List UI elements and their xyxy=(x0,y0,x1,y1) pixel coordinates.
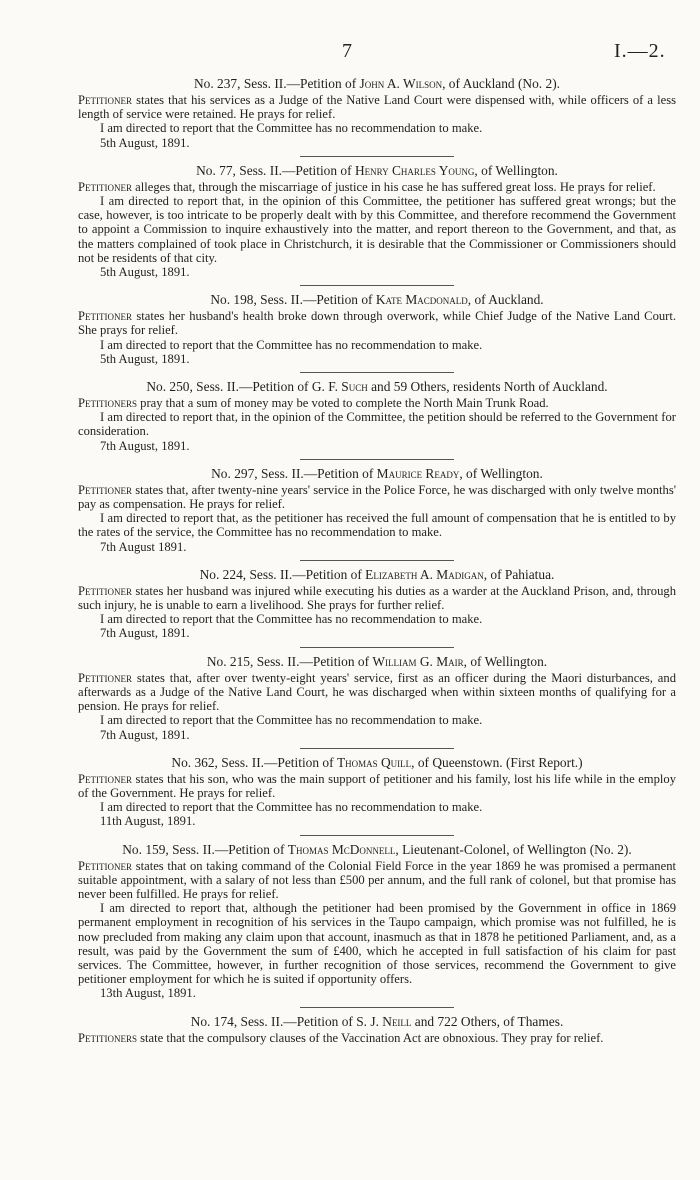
petitions-list xyxy=(78,76,676,1045)
committee-report: I am directed to report that the Committee has no recommendation to make. xyxy=(100,337,483,352)
petitioner-name: Maurice Ready xyxy=(376,465,460,481)
petition-statement: Petitioner states that his son, who was the main support of petitioner and his family, lost his life while in the employ of the Government. He prays for relief. xyxy=(78,771,676,800)
committee-report: I am directed to report that, although the petitioner had been promised by the Government in office in 1869 permanent employment in recognition of his services in the Taupo campaign, which promise was not fulfilled, he is now precluded from making any claim upon that account, inasmuch as that in 1878 he petitioned Parliament, and, as a result, was paid by the Government the sum of £400, which he accepted in full satisfaction of his claim for past services. The Committee, however, in further recognition of those services, recommend the Government to give petitioner employment for which he is suited if opportunity offers. xyxy=(78,901,676,987)
page-number: 7 xyxy=(342,40,352,62)
petition-statement: Petitioners state that the compulsory clauses of the Vaccination Act are obnoxious. They pray for relief. xyxy=(78,1030,604,1045)
document-reference: I.—2. xyxy=(614,40,666,62)
petition-entry xyxy=(78,842,676,1001)
petition-heading: No. 297, Sess. II.—Petition of Maurice Ready, of Wellington. xyxy=(211,465,543,481)
section-divider xyxy=(300,647,454,648)
petition-statement: Petitioners pray that a sum of money may be voted to complete the North Main Trunk Road. xyxy=(78,396,549,411)
petition-entry xyxy=(78,567,676,641)
petition-heading: No. 198, Sess. II.—Petition of Kate Macdonald, of Auckland. xyxy=(210,292,544,308)
petition-entry xyxy=(78,379,676,453)
section-divider xyxy=(300,748,454,749)
report-date: 7th August 1891. xyxy=(100,539,187,554)
section-divider xyxy=(300,156,454,157)
petition-statement: Petitioner states that on taking command of the Colonial Field Force in the year 1869 he was promised a permanent suitable appointment, with a salary of not less than £500 per annum, and the full rank of colonel, but that promise has never been fulfilled. He prays for relief. xyxy=(78,858,676,901)
petitioner-name: Kate Macdonald xyxy=(375,292,468,308)
petition-heading: No. 159, Sess. II.—Petition of Thomas McDonnell, Lieutenant-Colonel, of Wellington (No. 2). xyxy=(122,841,632,857)
petitioner-name: John A. Wilson xyxy=(359,76,443,91)
petition-entry xyxy=(78,466,676,554)
petition-statement: Petitioner states her husband's health broke down through overwork, while Chief Judge of the Native Land Court. She prays for relief. xyxy=(78,309,676,338)
section-divider xyxy=(300,285,454,286)
petitioner-name: G. F. Such xyxy=(311,379,368,395)
section-divider xyxy=(300,372,454,373)
report-date: 13th August, 1891. xyxy=(100,986,196,1001)
section-divider xyxy=(300,1007,454,1008)
petitioner-name: Thomas Quill xyxy=(336,754,412,770)
petition-heading: No. 77, Sess. II.—Petition of Henry Charles Young, of Wellington. xyxy=(196,162,558,178)
section-divider xyxy=(300,835,454,836)
petition-entry xyxy=(78,654,676,742)
petition-statement: Petitioner states that his services as a Judge of the Native Land Court were dispensed with, while officers of a less length of service were retained. He prays for relief. xyxy=(78,93,676,122)
committee-report: I am directed to report that, in the opinion of the Committee, the petition should be referred to the Government for consideration. xyxy=(78,410,676,439)
committee-report: I am directed to report that the Committee has no recommendation to make. xyxy=(100,713,483,728)
petitioner-name: Elizabeth A. Madigan xyxy=(365,566,484,582)
petition-statement: Petitioner states that, after over twenty-eight years' service, first as an officer during the Maori disturbances, and afterwards as a Judge of the Native Land Court, he was discharged when within sixteen months of qualifying for a pension. He prays for relief. xyxy=(78,670,676,714)
petition-entry xyxy=(78,1014,676,1045)
committee-report: I am directed to report that, as the petitioner has received the full amount of compensation that he is entitled to by the rates of the service, the Committee has no recommendation to make. xyxy=(78,511,676,540)
report-date: 7th August, 1891. xyxy=(100,727,190,742)
report-date: 5th August, 1891. xyxy=(100,351,190,366)
petition-statement: Petitioner states her husband was injured while executing his duties as a warder at the Auckland Prison, and, through such injury, he is unable to earn a livelihood. She prays for further relief. xyxy=(78,583,676,613)
petition-heading: No. 362, Sess. II.—Petition of Thomas Quill, of Queenstown. (First Report.) xyxy=(171,754,583,770)
petition-entry xyxy=(78,755,676,829)
petitioner-name: William G. Mair xyxy=(372,653,464,669)
petition-statement: Petitioner states that, after twenty-nine years' service in the Police Force, he was discharged with only twelve months' pay as compensation. He prays for relief. xyxy=(78,482,676,512)
committee-report: I am directed to report that, in the opinion of this Committee, the petitioner has suffered great wrongs; but the case, however, is too intricate to be properly dealt with by this Committee, and therefore recommend the Government to appoint a Commission to inquire exhaustively into the matter, and report thereon to the Government, and that, as the matters complained of took place in Christchurch, it is desirable that the Commissioner or Commissioners should not be residents of that city. xyxy=(78,194,676,265)
committee-report: I am directed to report that the Committee has no recommendation to make. xyxy=(100,612,483,627)
section-divider xyxy=(300,459,454,460)
petitioner-name: Henry Charles Young xyxy=(354,162,475,178)
petitioner-name: S. J. Neill xyxy=(356,1013,412,1029)
report-date: 7th August, 1891. xyxy=(100,626,190,641)
petition-heading: No. 215, Sess. II.—Petition of William G. Mair, of Wellington. xyxy=(206,653,548,669)
report-date: 5th August, 1891. xyxy=(100,135,190,150)
report-date: 11th August, 1891. xyxy=(100,814,196,829)
petition-heading: No. 174, Sess. II.—Petition of S. J. Neill and 722 Others, of Thames. xyxy=(190,1013,564,1029)
section-divider xyxy=(300,560,454,561)
petition-heading: No. 224, Sess. II.—Petition of Elizabeth A. Madigan, of Pahiatua. xyxy=(199,566,555,582)
petition-statement: Petitioner alleges that, through the miscarriage of justice in his case he has suffered great loss. He prays for relief. xyxy=(78,179,656,194)
committee-report: I am directed to report that the Committee has no recommendation to make. xyxy=(100,121,483,136)
petition-heading: No. 237, Sess. II.—Petition of John A. Wilson, of Auckland (No. 2). xyxy=(193,76,560,91)
petition-entry xyxy=(78,292,676,366)
committee-report: I am directed to report that the Committee has no recommendation to make. xyxy=(100,800,483,815)
report-date: 5th August, 1891. xyxy=(100,265,190,280)
petition-heading: No. 250, Sess. II.—Petition of G. F. Such and 59 Others, residents North of Auckland. xyxy=(146,379,608,395)
petition-entry xyxy=(78,76,676,150)
report-date: 7th August, 1891. xyxy=(100,438,190,453)
petitioner-name: Thomas McDonnell xyxy=(287,841,396,857)
petition-entry xyxy=(78,163,676,279)
